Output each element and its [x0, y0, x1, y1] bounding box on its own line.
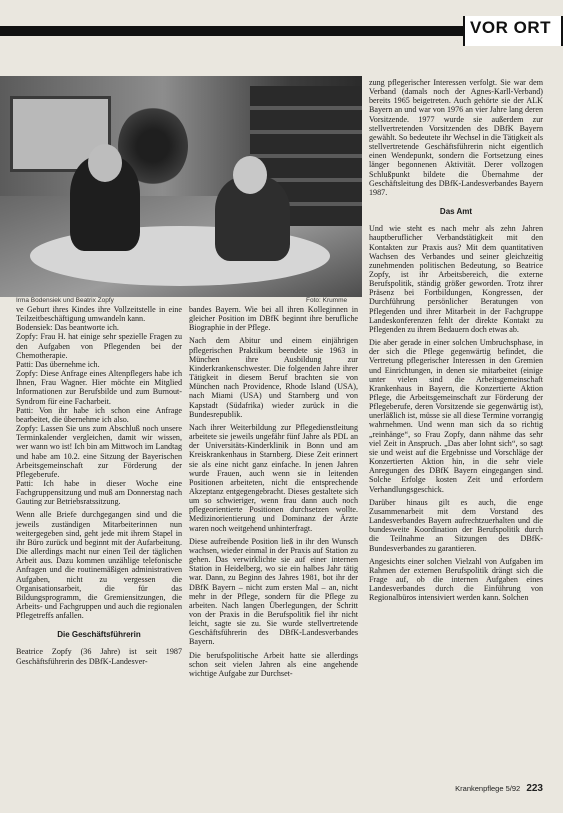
paragraph: Wenn alle Briefe durchgegangen sind und die jeweils zuständigen Mitarbeiterinnen nun weitergegeben sind, geht jede mit ihrem Stapel in ihr Büro zurück und beginnt mit der Aufarbeitung. Die allerdings macht nur einen Teil der täglichen Arbeit aus. Dazu kommen unzählige telefonische Anfragen und die routinemäßigen administrativen Aufgaben, nicht zu vergessen die Organisationsarbeit, die für das Bildungsprogramm, die Gremiensitzungen, die Arbeits- und Fachgruppen und auch die regionalen Pflegetreffs anfallen.	[16, 510, 182, 621]
text-column-1	[16, 305, 182, 666]
photo-caption: Irma Bodensiek und Beatrix Zopfy	[16, 297, 114, 304]
paragraph: Patti: Von ihr habe ich schon eine Anfrage bearbeitet, die übernehme ich also.	[16, 405, 182, 424]
interview-photo	[0, 76, 362, 297]
section-heading: Die Geschäftsführerin	[57, 630, 141, 640]
paragraph: Zopfy: Lassen Sie uns zum Abschluß noch unsere Terminkalender vergleichen, damit wir wissen, wer wann wo ist! Ich bin am Mittwoch im Landtag und habe am 10.2. eine Sitzung der Bayerischen Arbeitsgemeinschaft zur Förderung der Pflegeberufe.	[16, 424, 182, 479]
paragraph: zung pflegerischer Interessen verfolgt. Sie war dem Verband (damals noch der Agnes-Karll-Verband) bereits 1965 beigetreten. Auch gehörte sie der ALK Bayern an und war von 1976 an vier Jahre lang deren Vorsitzende. 1977 wurde sie außerdem zur stellvertretenden Vorsitzenden des DBfK Bayern gewählt. So bedeutete ihr Wechsel in die Tätigkeit als stellvertretende Geschäftsführerin nicht eigentlich einen Wendepunkt, sondern die Fortsetzung eines länger begonnenen Aktivität. Derer vollzogen Schlußpunkt bildete die Übernahme der Geschäftsleitung des DBfK-Landesverbandes Bayern 1987.	[369, 78, 543, 197]
paragraph: ve Geburt ihres Kindes ihre Vollzeitstelle in eine Teilzeitbeschäftigung umwandeln kann.	[16, 305, 182, 324]
paragraph: Diese aufreibende Position ließ in ihr den Wunsch wachsen, wieder einmal in der Praxis auf Station zu gehen. Das verwirklichte sie auf einer internen Station in Heidelberg, wo sie ein halbes Jahr tätig war. Dann, zu Beginn des Jahres 1981, bot ihr der DBfK Bayern – nicht zum ersten Mal – an, nicht mehr in der Pflege, sondern für die Pflege zu arbeiten. Nach langen Überlegungen, der Schritt von der Praxis in die Berufspolitik fiel ihr nicht leicht, sagte sie zu. Sie wurde stellvertretende Geschäftsführerin des DBfK-Landesverbandes Bayern.	[189, 536, 358, 647]
paragraph: Zopfy: Diese Anfrage eines Altenpflegers habe ich Ihnen, Frau Wagner. Hier möchte ein Mitglied Informationen zur Berufsbilde und zum Burnout-Syndrom für eine Facharbeit.	[16, 369, 182, 406]
paragraph: Bodensiek: Das beantworte ich.	[16, 323, 119, 333]
page-footer	[455, 783, 543, 794]
paragraph: Patti: Das übernehme ich.	[16, 359, 100, 369]
paragraph: Und wie steht es nach mehr als zehn Jahren hauptberuflicher Verbandstätigkeit mit den Kontakten zur Praxis aus? Mit dem quantitativen Wachsen des Verbandes und seiner gleichzeitig zunehmenden politischen Bedeutung, so Beatrice Zopfy, ist ihr Arbeitsbereich, die externe Berufspolitik, ständig größer geworden. Trotz ihrer Präsenz bei Fortbildungen, Kongressen, der Durchführung persönlicher Beratungen von Pflegenden und ihrer Mitarbeit in der Fachgruppe Landeskonferenzen fehlt der direkte Kontakt zu Pflegenden zu ihrem Bedauern doch etwas ab.	[369, 224, 543, 334]
paragraph: Darüber hinaus gilt es auch, die enge Zusammenarbeit mit dem Vorstand des Landesverbandes Bayern aufrechtzuerhalten und die bundesweite Koordination der Berufspolitik durch die Teilnahme an Sitzungen des DBfK-Bundesverbandes zu garantieren.	[369, 497, 543, 553]
paragraph: Angesichts einer solchen Vielzahl von Aufgaben im Rahmen der externen Berufspolitik drängt sich die Frage auf, ob die internen Aufgaben eines Landesverbandes durch die Einführung von Regionalbüros intensiviert werden kann. Solchen	[369, 556, 543, 603]
paragraph: Die berufspolitische Arbeit hatte sie allerdings schon seit vielen Jahren als eine angehende wichtige Aufgabe zur Durchset-	[189, 650, 358, 678]
paragraph: Die aber gerade in einer solchen Umbruchsphase, in der sich die Pflege gegenwärtig befindet, die Vertretung pflegerischer Interessen in den Gremien und Einrichtungen, in denen sie mitarbeitet (einige unter vielen sind die Arbeitsgemeinschaft Krankenhaus in Bayern, die Konzertierte Aktion Pflege, die Arbeitsgemeinschaft zur Förderung der Pflegeberufe, deren Vorsitzende sie gegenwärtig ist), unerläßlich ist, müsse sie all diese Termine vorrangig wahrnehmen. Und wenn man sich da so richtig „reinhänge“, so Frau Zopfy, dann nähme das sehr viel Zeit in Anspruch. „Das aber lohnt sich“, so sagt sie und weist auf die Ergebnisse und Vorschläge der Konzertierten Aktion hin, in die sehr viele Anregungen des DBfK Bayern eingegangen sind. Solche Erfolge kosten Zeit und erfordern Verhandlungsgeschick.	[369, 338, 543, 494]
journal-issue: Krankenpflege 5/92	[455, 784, 521, 793]
photo-credit: Foto: Krumme	[306, 297, 348, 304]
section-label: VOR ORT	[470, 18, 551, 37]
paragraph: Zopfy: Frau H. hat einige sehr spezielle Fragen zu den Aufgaben von Pflegenden bei der Chemotherapie.	[16, 332, 182, 360]
paragraph: Beatrice Zopfy (36 Jahre) ist seit 1987 Geschäftsführerin des DBfK-Landesver-	[16, 647, 182, 666]
text-column-2	[189, 305, 358, 678]
paragraph: Nach dem Abitur und einem einjährigen pflegerischen Praktikum beendete sie 1963 in München ihre Ausbildung zur Kinderkrankenschwester. Die folgenden Jahre ihrer Tätigkeit in diesem Beruf brachten sie von München nach Providence, Rhode Island (USA), nach Miami (USA) und Starnberg und von Kapstadt (Südafrika) wieder zurück in die Bundesrepublik.	[189, 336, 358, 419]
paragraph: bandes Bayern. Wie bei all ihren Kolleginnen in gleicher Position im DBfK beginnt ihre berufliche Biographie in der Pflege.	[189, 305, 358, 333]
section-heading: Das Amt	[439, 207, 473, 217]
paragraph: Nach ihrer Weiterbildung zur Pflegedienstleitung arbeitete sie jeweils ungefähr fünf Jahre als PDL an der Universitäts-Kinderklinik in Bonn und am Kreiskrankenhaus in Starnberg. Diese Zeit erinnert sie als eine nicht ganz einfache. In jenen Jahren wurde Frauen, auch wenn sie in leitenden Positionen arbeiteten, nicht die entsprechende Akzeptanz entgegengebracht. Dieses gestaltete sich um so schwieriger, wenn frau dann auch noch pflegeorientierte Positionen durchsetzen wollte. Medizinorientierung und Dominanz der Ärzte waren noch weitgehend unhinterfragt.	[189, 422, 358, 533]
text-column-3	[369, 78, 543, 602]
page-number: 223	[526, 783, 543, 794]
paragraph: Patti: Ich habe in dieser Woche eine Fachgruppensitzung und muß am Donnerstag nach Gauting zur Betriebsratssitzung.	[16, 478, 182, 507]
